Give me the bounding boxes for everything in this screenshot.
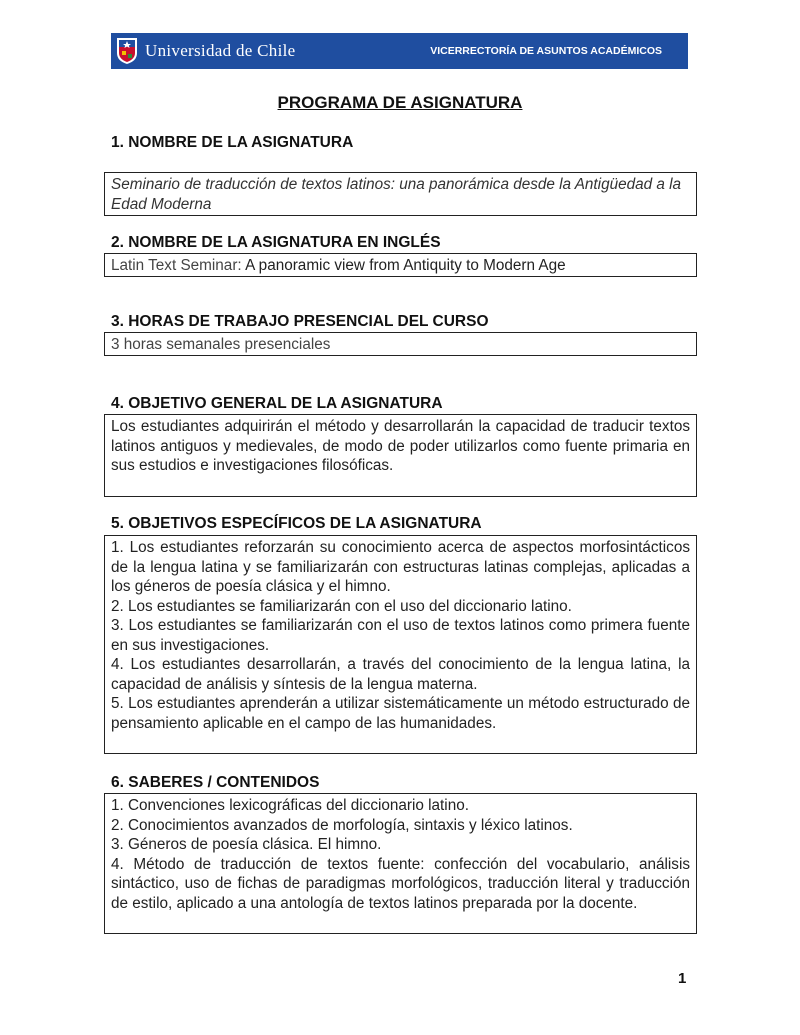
course-name-english-rest: A panoramic view from Antiquity to Modern Age: [241, 257, 566, 274]
section-1-heading: 1. NOMBRE DE LA ASIGNATURA: [111, 134, 354, 151]
vicerrectoria-label: VICERRECTORÍA DE ASUNTOS ACADÉMICOS: [430, 45, 662, 57]
university-shield-icon: [116, 37, 138, 65]
header-banner: [111, 33, 688, 69]
specific-objective-item: 1. Los estudiantes reforzarán su conocimiento acerca de aspectos morfosintácticos de la lengua latina y se familiarizarán con estructuras latinas complejas, aplicadas a los géneros de poesía clásica y el himno.: [111, 539, 690, 595]
specific-objective-item: 2. Los estudiantes se familiarizarán con el uso del diccionario latino.: [111, 597, 572, 615]
section-3-box: [104, 332, 697, 356]
specific-objective-item: 3. Los estudiantes se familiarizarán con el uso de textos latinos como primera fuente en sus investigaciones.: [111, 617, 690, 654]
course-name-spanish: Seminario de traducción de textos latinos: una panorámica desde la Antigüedad a la Edad Moderna: [111, 176, 682, 213]
weekly-hours: 3 horas semanales presenciales: [111, 336, 331, 353]
course-name-english-prefix: Latin Text Seminar:: [111, 257, 242, 274]
section-4-heading: 4. OBJETIVO GENERAL DE LA ASIGNATURA: [111, 395, 443, 412]
general-objective-text: Los estudiantes adquirirán el método y desarrollarán la capacidad de traducir textos latinos antiguos y medievales, de modo de poder utilizarlos como fuente primaria en sus estudios e investigaciones filosóficas.: [111, 418, 690, 474]
section-2-box: [104, 253, 697, 277]
section-3-heading: 3. HORAS DE TRABAJO PRESENCIAL DEL CURSO: [111, 313, 489, 330]
content-item: 1. Convenciones lexicográficas del diccionario latino.: [111, 797, 469, 814]
section-2-heading: 2. NOMBRE DE LA ASIGNATURA EN INGLÉS: [111, 234, 441, 251]
section-5-heading: 5. OBJETIVOS ESPECÍFICOS DE LA ASIGNATURA: [111, 515, 482, 532]
content-item: 3. Géneros de poesía clásica. El himno.: [111, 836, 382, 853]
section-6-box: [104, 793, 697, 934]
specific-objective-item: 5. Los estudiantes aprenderán a utilizar sistemáticamente un método estructurado de pensamiento aplicable en el campo de las humanidades.: [111, 695, 690, 732]
content-item: 2. Conocimientos avanzados de morfología, sintaxis y léxico latinos.: [111, 816, 573, 834]
section-4-box: [104, 414, 697, 497]
section-6-heading: 6. SABERES / CONTENIDOS: [111, 774, 320, 791]
page-number: 1: [678, 970, 687, 987]
document-title: PROGRAMA DE ASIGNATURA: [277, 93, 523, 112]
specific-objective-item: 4. Los estudiantes desarrollarán, a través del conocimiento de la lengua latina, la capacidad de análisis y síntesis de la lengua materna.: [111, 656, 690, 693]
university-name: Universidad de Chile: [145, 41, 296, 60]
section-5-box: [104, 535, 697, 754]
section-1-box: [104, 172, 697, 216]
content-item: 4. Método de traducción de textos fuente: confección del vocabulario, análisis sintáctico, uso de fichas de paradigmas morfológicos, traducción literal y traducción de estilo, aplicado a una antología de textos latinos preparada por la docente.: [111, 855, 690, 912]
